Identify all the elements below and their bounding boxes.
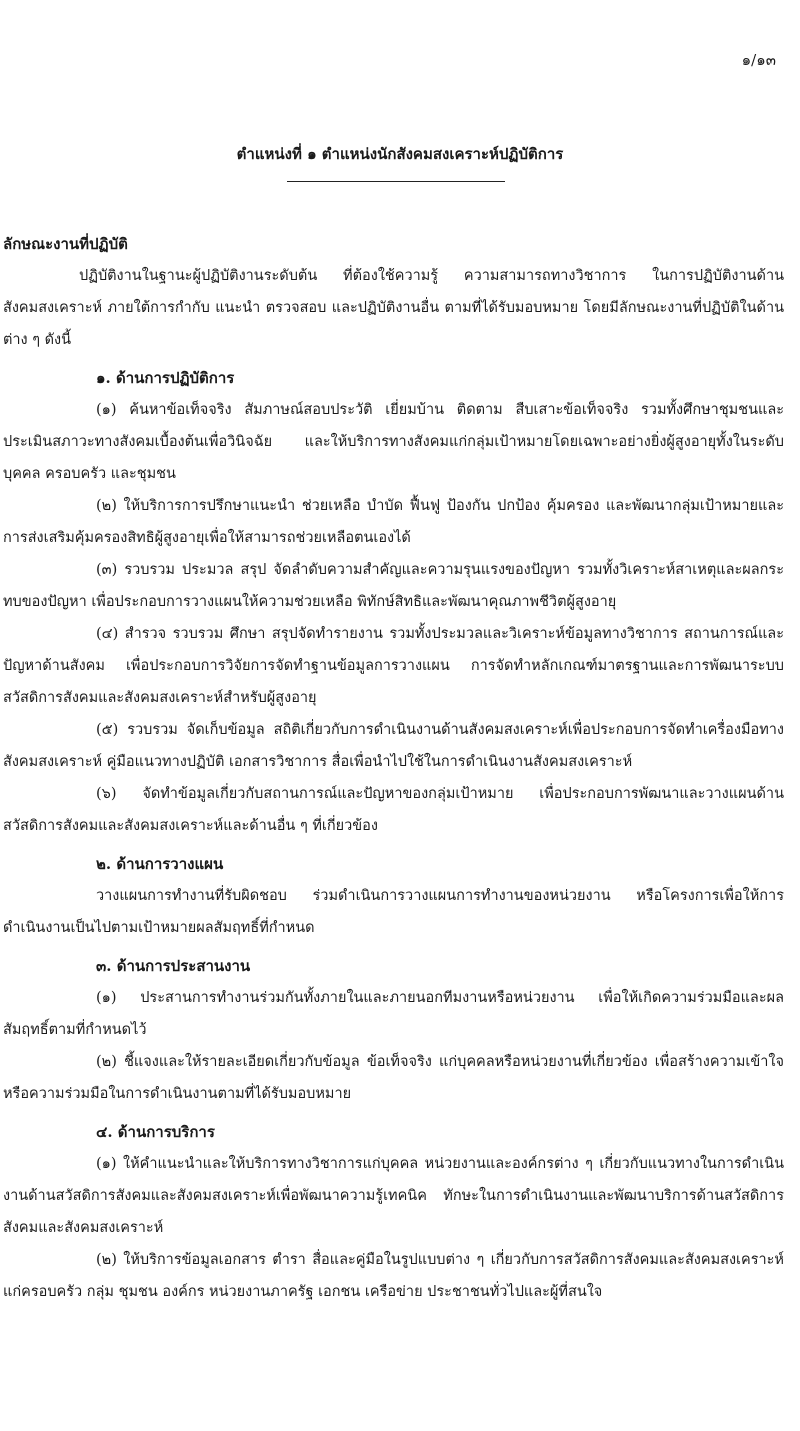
list-item: (๔) สำรวจ รวบรวม ศึกษา สรุปจัดทำรายงาน รวมทั้งประมวลและวิเคราะห์ข้อมูลทางวิชาการ สถานการณ์และปัญหาด้านสังคม เพื่อประกอบการวิจัยการจัดทำฐานข้อมูลการวางแผน การจัดทำหลักเกณฑ์มาตรฐานและการพัฒนาระบบสวัสดิการสังคมและสังคมสงเคราะห์สำหรับผู้สูงอายุ: [3, 626, 784, 706]
section-heading-coordination: ๓. ด้านการประสานงาน: [96, 957, 251, 975]
intro-paragraph: ปฏิบัติงานในฐานะผู้ปฏิบัติงานระดับต้น ที่ต้องใช้ความรู้ ความสามารถทางวิชาการ ในการปฏิบัติงานด้านสังคมสงเคราะห์ ภายใต้การกำกับ แนะนำ ตรวจสอบ และปฏิบัติงานอื่น ตามที่ได้รับมอบหมาย โดยมีลักษณะงานที่ปฏิบัติในด้านต่าง ๆ ดังนี้: [3, 268, 784, 348]
list-item: (๑) ให้คำแนะนำและให้บริการทางวิชาการแก่บุคคล หน่วยงานและองค์กรต่าง ๆ เกี่ยวกับแนวทางในการดำเนินงานด้านสวัสดิการสังคมและสังคมสงเคราะห์เพื่อพัฒนาความรู้เทคนิค ทักษะในการดำเนินงานและพัฒนาบริการด้านสวัสดิการสังคมและสังคมสงเคราะห์: [3, 1156, 784, 1236]
list-item: (๑) ค้นหาข้อเท็จจริง สัมภาษณ์สอบประวัติ เยี่ยมบ้าน ติดตาม สืบเสาะข้อเท็จจริง รวมทั้งศึกษาชุมชนและประเมินสภาวะทางสังคมเบื้องต้นเพื่อวินิจฉัย และให้บริการทางสังคมแก่กลุ่มเป้าหมายโดยเฉพาะอย่างยิ่งผู้สูงอายุทั้งในระดับบุคคล ครอบครัว และชุมชน: [3, 402, 784, 482]
section-heading-planning: ๒. ด้านการวางแผน: [96, 855, 224, 873]
document-body: [0, 228, 800, 1308]
list-item: (๖) จัดทำข้อมูลเกี่ยวกับสถานการณ์และปัญหาของกลุ่มเป้าหมาย เพื่อประกอบการพัฒนาและวางแผนด้านสวัสดิการสังคมและสังคมสงเคราะห์และด้านอื่น ๆ ที่เกี่ยวข้อง: [3, 786, 784, 834]
page-number: ๑/๑๓: [741, 51, 776, 69]
duty-heading: ลักษณะงานที่ปฏิบัติ: [3, 235, 128, 253]
list-item: (๒) ให้บริการข้อมูลเอกสาร ตำรา สื่อและคู่มือในรูปแบบต่าง ๆ เกี่ยวกับการสวัสดิการสังคมและสังคมสงเคราะห์แก่ครอบครัว กลุ่ม ชุมชน องค์กร หน่วยงานภาครัฐ เอกชน เครือข่าย ประชาชนทั่วไปและผู้ที่สนใจ: [3, 1252, 784, 1300]
page-title: ตำแหน่งที่ ๑ ตำแหน่งนักสังคมสงเคราะห์ปฏิบัติการ: [236, 145, 564, 163]
section-heading-service: ๔. ด้านการบริการ: [96, 1123, 215, 1141]
list-item: (๓) รวบรวม ประมวล สรุป จัดลำดับความสำคัญและความรุนแรงของปัญหา รวมทั้งวิเคราะห์สาเหตุและผลกระทบของปัญหา เพื่อประกอบการวางแผนให้ความช่วยเหลือ พิทักษ์สิทธิและพัฒนาคุณภาพชีวิตผู้สูงอายุ: [3, 562, 784, 610]
list-item: วางแผนการทำงานที่รับผิดชอบ ร่วมดำเนินการวางแผนการทำงานของหน่วยงาน หรือโครงการเพื่อให้การดำเนินงานเป็นไปตามเป้าหมายผลสัมฤทธิ์ที่กำหนด: [3, 888, 784, 936]
title-underline: [287, 181, 505, 182]
list-item: (๒) ให้บริการการปรึกษาแนะนำ ช่วยเหลือ บำบัด ฟื้นฟู ป้องกัน ปกป้อง คุ้มครอง และพัฒนากลุ่มเป้าหมายและการส่งเสริมคุ้มครองสิทธิผู้สูงอายุเพื่อให้สามารถช่วยเหลือตนเองได้: [3, 498, 784, 546]
section-heading-operations: ๑. ด้านการปฏิบัติการ: [96, 369, 235, 387]
list-item: (๕) รวบรวม จัดเก็บข้อมูล สถิติเกี่ยวกับการดำเนินงานด้านสังคมสงเคราะห์เพื่อประกอบการจัดทำเครื่องมือทางสังคมสงเคราะห์ คู่มือแนวทางปฏิบัติ เอกสารวิชาการ สื่อเพื่อนำไปใช้ในการดำเนินงานสังคมสงเคราะห์: [3, 722, 784, 770]
list-item: (๑) ประสานการทำงานร่วมกันทั้งภายในและภายนอกทีมงานหรือหน่วยงาน เพื่อให้เกิดความร่วมมือและผลสัมฤทธิ์ตามที่กำหนดไว้: [3, 990, 784, 1038]
list-item: (๒) ชี้แจงและให้รายละเอียดเกี่ยวกับข้อมูล ข้อเท็จจริง แก่บุคคลหรือหน่วยงานที่เกี่ยวข้อง เพื่อสร้างความเข้าใจหรือความร่วมมือในการดำเนินงานตามที่ได้รับมอบหมาย: [3, 1054, 784, 1102]
